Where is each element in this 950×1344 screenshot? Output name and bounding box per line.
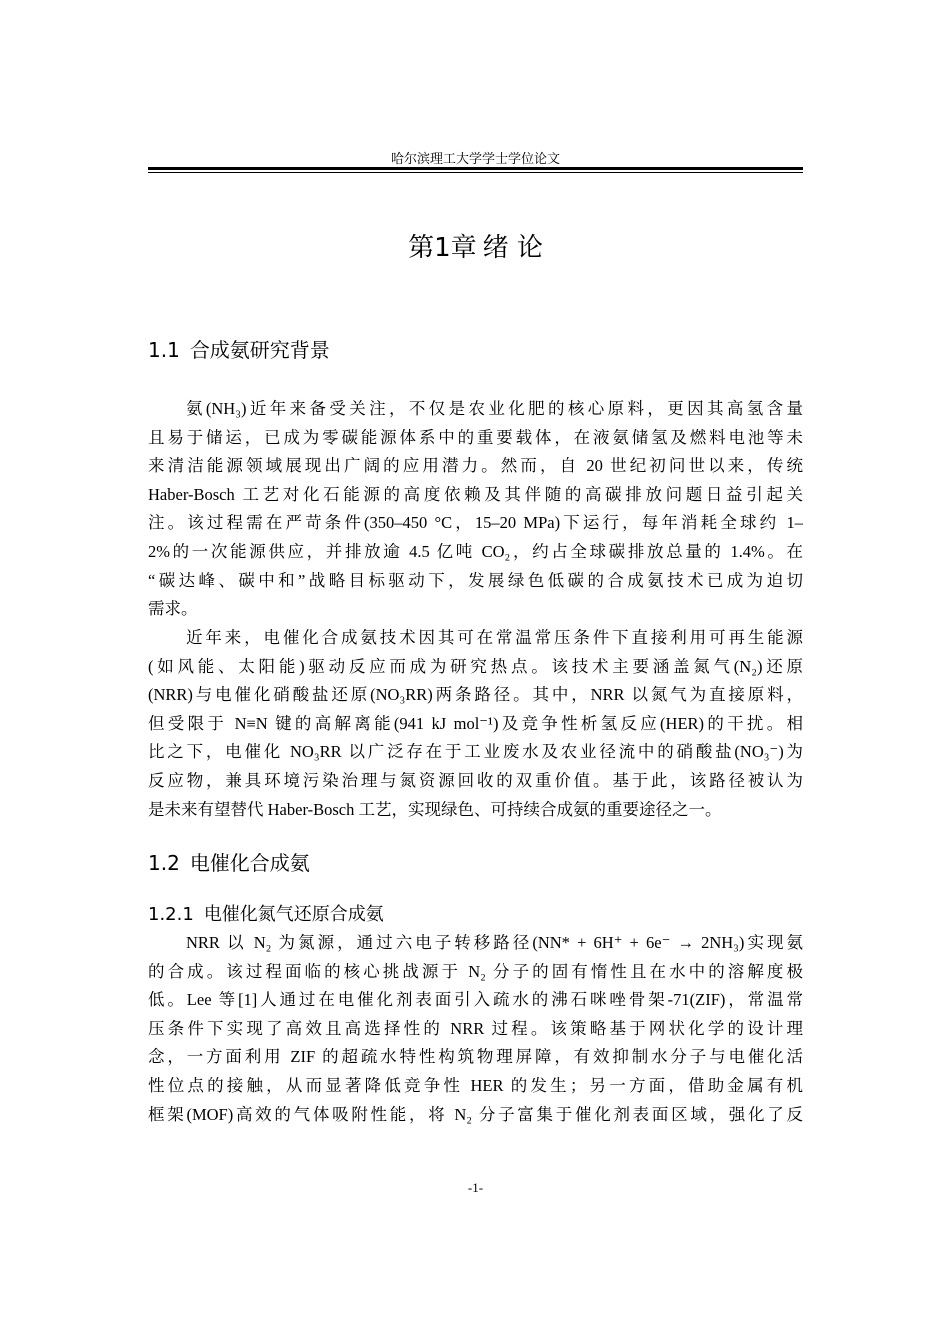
subsection-number: 1.2.1: [148, 904, 194, 925]
text-line: 比之下，电催化 NO₃RR 以广泛存在于工业废水及农业径流中的硝酸盐(NO₃⁻)为: [148, 742, 803, 762]
section-heading-1-1: [148, 336, 803, 364]
page-number: -1-: [467, 1180, 484, 1195]
section-title: 合成氨研究背景: [189, 338, 330, 362]
section-heading-1-2: [148, 849, 803, 877]
chapter-label: 第1章: [408, 233, 477, 263]
paragraph-1-1-a: [148, 395, 803, 624]
section-number: 1.1: [148, 338, 180, 362]
subsection-title: 电催化氮气还原合成氨: [203, 904, 384, 925]
text-line: NRR 以 N₂ 为氮源，通过六电子转移路径(NN* + 6H⁺ + 6e⁻ → 2NH₃)实现氨: [186, 933, 803, 952]
text-line: 反应物，兼具环境污染治理与氮资源回收的双重价值。基于此，该路径被认为: [148, 770, 803, 790]
text-line: 是未来有望替代 Haber-Bosch 工艺，实现绿色、可持续合成氨的重要途径之一。: [148, 799, 722, 819]
paragraph-1-2-1: [148, 929, 803, 1129]
text-line: Haber-Bosch 工艺对化石能源的高度依赖及其伴随的高碳排放问题日益引起关: [148, 484, 803, 504]
section-number: 1.2: [148, 851, 180, 875]
running-header: 哈尔滨理工大学学士学位论文: [390, 151, 560, 166]
text-line: 需求。: [148, 599, 198, 619]
document-page: [148, 0, 803, 1344]
chapter-name: 绪 论: [482, 233, 543, 263]
text-line: 近年来，电催化合成氨技术因其可在常温常压条件下直接利用可再生能源: [186, 628, 803, 647]
text-line: (如风能、太阳能)驱动反应而成为研究热点。该技术主要涵盖氮气(N₂)还原: [148, 656, 803, 676]
text-line: 且易于储运，已成为零碳能源体系中的重要载体，在液氨储氢及燃料电池等未: [148, 427, 803, 447]
subsection-heading-1-2-1: [148, 902, 803, 928]
text-line: 但受限于 N≡N 键的高解离能(941 kJ mol⁻¹)及竞争性析氢反应(HER)的干扰。相: [148, 713, 803, 733]
paragraph-1-1-b: [148, 624, 803, 824]
text-line: 来清洁能源领域展现出广阔的应用潜力。然而，自 20 世纪初问世以来，传统: [148, 456, 803, 476]
header-rule-thick: [148, 167, 803, 170]
text-line: 的合成。该过程面临的核心挑战源于 N₂ 分子的固有惰性且在水中的溶解度极: [148, 961, 803, 981]
text-line: 氨(NH₃)近年来备受关注，不仅是农业化肥的核心原料，更因其高氢含量: [186, 399, 803, 418]
text-line: 框架(MOF)高效的气体吸附性能，将 N₂ 分子富集于催化剂表面区域，强化了反: [148, 1104, 803, 1124]
section-title: 电催化合成氨: [189, 851, 310, 875]
text-line: 压条件下实现了高效且高选择性的 NRR 过程。该策略基于网状化学的设计理: [148, 1018, 803, 1038]
text-line: 念，一方面利用 ZIF 的超疏水特性构筑物理屏障，有效抑制水分子与电催化活: [148, 1047, 803, 1067]
chapter-title: [148, 231, 803, 265]
text-line: 2%的一次能源供应，并排放逾 4.5 亿吨 CO₂，约占全球碳排放总量的 1.4%。在: [148, 541, 803, 561]
text-line: 低。Lee 等[1]人通过在电催化剂表面引入疏水的沸石咪唑骨架-71(ZIF)，常温常: [148, 990, 803, 1010]
text-line: “碳达峰、碳中和”战略目标驱动下，发展绿色低碳的合成氨技术已成为迫切: [148, 570, 803, 590]
text-line: 注。该过程需在严苛条件(350–450 °C，15–20 MPa)下运行，每年消耗全球约 1–: [148, 513, 803, 533]
text-line: (NRR)与电催化硝酸盐还原(NO₃RR)两条路径。其中，NRR 以氮气为直接原料，: [148, 685, 803, 705]
text-line: 性位点的接触，从而显著降低竞争性 HER 的发生；另一方面，借助金属有机: [148, 1075, 803, 1095]
header-rule-thin: [148, 172, 803, 173]
